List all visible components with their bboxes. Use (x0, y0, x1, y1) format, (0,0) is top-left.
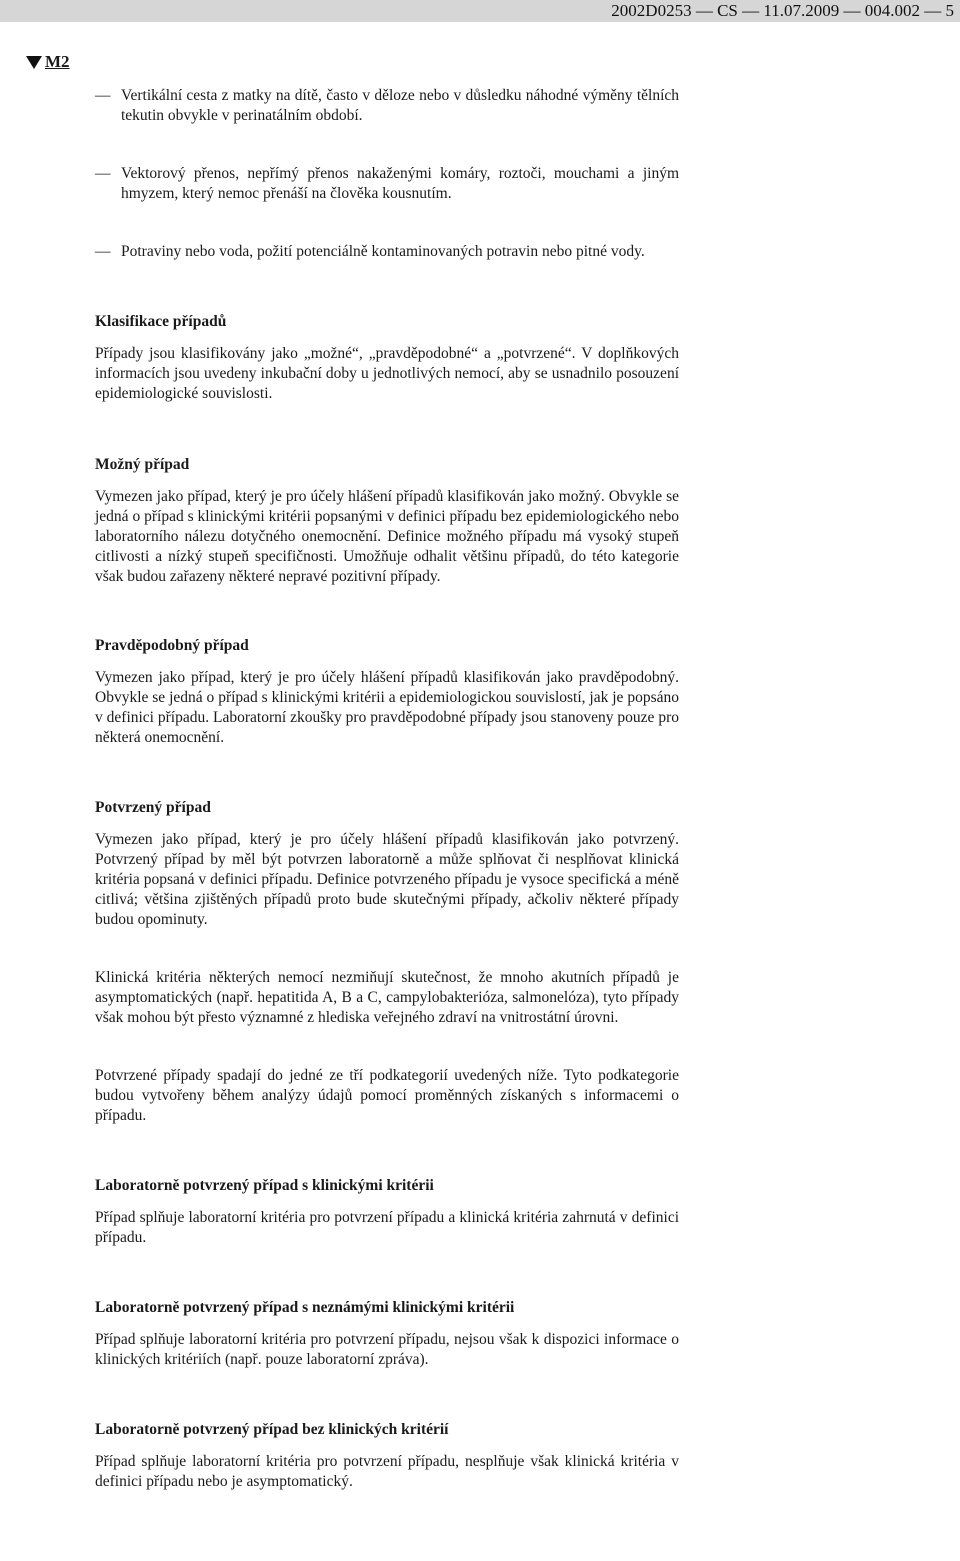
section-text: Případy jsou klasifikovány jako „možné“, „pravděpodobné“ a „potvrzené“. V doplňkových informacích jsou uvedeny inkubační doby u jednotlivých nemocí, aby se usnadnilo posouzení epidemiologické souvislosti. (95, 345, 679, 402)
section-probable-case (95, 636, 679, 748)
section-heading: Potvrzený případ (95, 799, 211, 816)
section-heading: Laboratorně potvrzený případ s neznámými klinickými kritérii (95, 1299, 515, 1316)
section-lab-confirmed-none (95, 1420, 679, 1492)
amendment-code: M2 (45, 52, 70, 71)
section-text: Případ splňuje laboratorní kritéria pro potvrzení případu a klinická kritéria zahrnutá v definici případu. (95, 1209, 679, 1246)
document-reference: 2002D0253 — CS — 11.07.2009 — 004.002 — 5 (611, 1, 954, 20)
section-heading: Možný případ (95, 456, 190, 473)
section-heading: Pravděpodobný případ (95, 637, 249, 654)
section-text: Případ splňuje laboratorní kritéria pro potvrzení případu, nesplňuje však klinická kritéria v definici případu nebo je asymptomatický. (95, 1453, 679, 1490)
section-text: Vymezen jako případ, který je pro účely hlášení případů klasifikován jako pravděpodobný. Obvykle se jedná o případ s klinickými kritérii a epidemiologickou souvislostí, jak je popsáno v definici případu. Laboratorní zkoušky pro pravděpodobné případy jsou stanoveny pouze pro některá onemocnění. (95, 669, 679, 746)
section-classification (95, 312, 679, 404)
list-item: — Potraviny nebo voda, požití potenciálně kontaminovaných potravin nebo pitné vody. (95, 242, 679, 262)
section-text: Klinická kritéria některých nemocí nezmiňují skutečnost, že mnoho akutních případů je asymptomatických (např. hepatitida A, B a C, campylobakterióza, salmonelóza), tyto případy však mohou být přesto významné z hlediska veřejného zdraví na vnitrostátní úrovni. (95, 969, 679, 1026)
section-heading: Laboratorně potvrzený případ s klinickými kritérii (95, 1177, 434, 1194)
document-body (95, 86, 679, 1492)
section-lab-confirmed-clinical (95, 1176, 679, 1248)
section-text: Vymezen jako případ, který je pro účely hlášení případů klasifikován jako možný. Obvykle se jedná o případ s klinickými kritérii popsanými v definici případu bez epidemiologického nebo laboratorního nálezu dotyčného onemocnění. Definice možného případu má vysoký stupeň citlivosti a nízký stupeň specifičnosti. Umožňuje odhalit většinu případů, do této kategorie však budou zařazeny některé nepravé pozitivní případy. (95, 488, 679, 585)
section-text: Případ splňuje laboratorní kritéria pro potvrzení případu, nejsou však k dispozici informace o klinických kritériích (např. pouze laboratorní zpráva). (95, 1331, 679, 1368)
section-possible-case (95, 455, 679, 587)
triangle-down-icon (26, 56, 42, 69)
list-item: — Vertikální cesta z matky na dítě, často v děloze nebo v důsledku náhodné výměny tělních tekutin obvykle v perinatálním období. (95, 86, 679, 126)
section-heading: Laboratorně potvrzený případ bez klinických kritérií (95, 1421, 449, 1438)
section-confirmed-case (95, 798, 679, 1126)
page-header-bar (0, 0, 960, 22)
section-text: Potvrzené případy spadají do jedné ze tří podkategorií uvedených níže. Tyto podkategorie budou vytvořeny během analýzy údajů pomocí proměnných získaných s informacemi o případu. (95, 1067, 679, 1124)
section-heading: Klasifikace případů (95, 313, 227, 330)
amendment-marker (26, 52, 70, 72)
section-text: Vymezen jako případ, který je pro účely hlášení případů klasifikován jako potvrzený. Potvrzený případ by měl být potvrzen laboratorně a může splňovat či nesplňovat klinická kritéria popsaná v definici případu. Definice potvrzeného případu je vysoce specifická a méně citlivá; většina zjištěných případů proto bude skutečnými případy, ačkoliv některé případy budou opominuty. (95, 831, 679, 928)
list-item: — Vektorový přenos, nepřímý přenos nakaženými komáry, roztoči, mouchami a jiným hmyzem, který nemoc přenáší na člověka kousnutím. (95, 164, 679, 204)
section-lab-confirmed-unknown (95, 1298, 679, 1370)
